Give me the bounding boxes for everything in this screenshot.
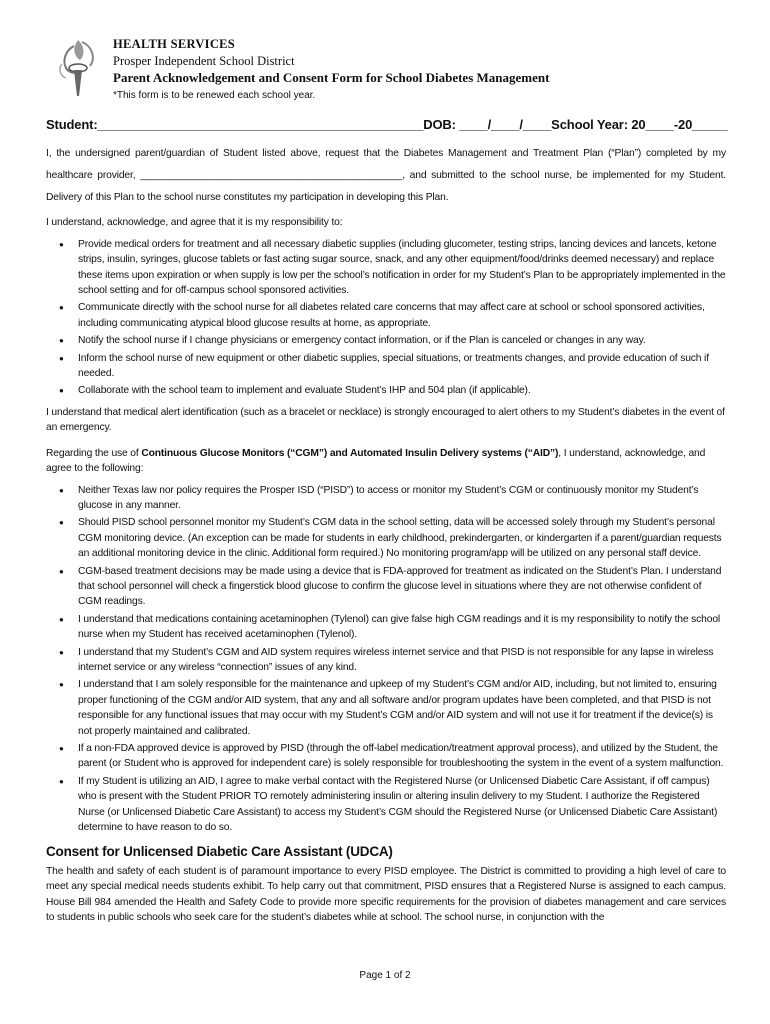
list-item: ● I understand that I am solely responsible for the maintenance and upkeep of my Student’s CGM and/or AID, including, but not limited to, ensuring proper functioning of the CGM and/or AID system, that any and all software and/or program updates have been completed, and that PISD is not responsible for any functional issues that may occur with my Student’s CGM and/or AID system and will not use it for treatment if the device(s) is not properly maintained and calibrated. [78, 677, 726, 739]
torch-logo-icon [52, 38, 108, 100]
form-header [113, 36, 733, 103]
list-item: ● Collaborate with the school team to implement and evaluate Student’s IHP and 504 plan (if applicable). [78, 383, 726, 398]
list-item: ● Notify the school nurse if I change physicians or emergency contact information, or if the Plan is canceled or changes in any way. [78, 333, 726, 348]
cgm-intro-paragraph: Regarding the use of Continuous Glucose Monitors (“CGM”) and Automated Insulin Delivery systems (“AID”), I understand, acknowledge, and agree to the following: [46, 447, 706, 475]
udca-heading: Consent for Unlicensed Diabetic Care Assistant (UDCA) [46, 844, 393, 860]
list-item: ● Inform the school nurse of new equipment or other diabetic supplies, special situations, or treatments changes, and provide education of such if needed. [78, 351, 726, 382]
org-name: HEALTH SERVICES [113, 37, 236, 51]
list-item: ● Communicate directly with the school nurse for all diabetes related care concerns that may affect care at school or school sponsored activities, including communicating atypical blood glucose results at home, as appropriate. [78, 300, 726, 331]
list-item: ● If my Student is utilizing an AID, I agree to make verbal contact with the Registered Nurse (or Unlicensed Diabetic Care Assistant, if off campus) who is present with the Student PRIOR TO remotely administering insulin or altering insulin delivery to my Student. I authorize the Registered Nurse (or Unlicensed Diabetic Care Assistant) to access my Student’s CGM should the Registered Nurse (or Unlicensed Diabetic Care Assistant) determine to have reason to do so. [78, 774, 726, 836]
student-info-row [46, 117, 726, 132]
form-body [46, 117, 726, 931]
list-item: ● Provide medical orders for treatment and all necessary diabetic supplies (including glucometer, testing strips, lancing devices and lancets, ketone strips, insulin, syringes, glucose tablets or fast acting sugar source, snack, and any other equipment/food/drinks deemed necessary) and replace these items upon expiration or when supply is low per the school’s notification in order for my Student’s Plan to be appropriately implemented in the school setting and for off-campus school sponsored activities. [78, 237, 726, 299]
responsibility-list [46, 237, 726, 399]
list-item: ● CGM-based treatment decisions may be made using a device that is FDA-approved for treatment as indicated on the Student’s Plan. I understand that school personnel will check a fingerstick blood glucose to confirm the glucose level in situations where they are not otherwise confident of CGM readings. [78, 564, 726, 610]
list-item: ● If a non-FDA approved device is approved by PISD (through the off-label medication/treatment approval process), and utilized by the Student, the parent (or Student who is approved for independent care) is solely responsible for troubleshooting the system in the event of a system malfunction. [78, 741, 726, 772]
list-item: ● I understand that medications containing acetaminophen (Tylenol) can give false high CGM readings and it is my responsibility to notify the school nurse when my Student has received acetaminophen (Tylenol). [78, 612, 726, 643]
healthcare-provider-field[interactable]: _______________________________________________ [140, 170, 403, 182]
list-item: ● Neither Texas law nor policy requires the Prosper ISD (“PISD”) to access or monitor my Student’s CGM or continuously monitor my Student’s glucose in any manner. [78, 483, 726, 514]
page-number: Page 1 of 2 [359, 970, 411, 981]
list-item: ● Should PISD school personnel monitor my Student’s CGM data in the school setting, data will be accessed solely through my Student’s personal CGM monitoring device. (An exception can be made for students in early childhood, prekindergarten, or kindergarten if a parent/guardian requests an additional monitoring device in the clinic. Additional form required.) No monitoring program/app will be utilized on any personal staff device. [78, 515, 726, 561]
intro-paragraph: I, the undersigned parent/guardian of Student listed above, request that the Diabetes Management and Treatment Plan (“Plan”) completed by my healthcare provider, _______________________________________________, and submitted to the school nurse, be implemented for my Student. Delivery of this Plan to the school nurse constitutes my participation in developing this Plan. [46, 148, 727, 204]
form-title: Parent Acknowledgement and Consent Form for School Diabetes Management [113, 70, 550, 85]
cgm-list [46, 483, 726, 836]
cgm-bold-term: Continuous Glucose Monitors (“CGM”) and Automated Insulin Delivery systems (“AID”) [141, 447, 559, 459]
list-item: ● I understand that my Student’s CGM and AID system requires wireless internet service and that PISD is not responsible for any lapse in wireless internet service or any wireless “connection” issues of any kind. [78, 645, 726, 676]
dob-field[interactable]: DOB: ____/____/____ [423, 117, 552, 132]
school-year-field[interactable]: School Year: 20____-20_____ [551, 117, 728, 132]
district-name: Prosper Independent School District [113, 54, 295, 68]
renew-note: *This form is to be renewed each school year. [113, 90, 316, 101]
responsibility-intro: I understand, acknowledge, and agree that it is my responsibility to: [46, 217, 343, 229]
medical-alert-paragraph: I understand that medical alert identification (such as a bracelet or necklace) is strongly encouraged to alert others to my Student’s diabetes in the event of an emergency. [46, 406, 725, 434]
student-label: Student: [46, 117, 98, 132]
student-name-field[interactable]: ______________________________________________ [97, 117, 424, 132]
udca-paragraph: The health and safety of each student is of paramount importance to every PISD employee. The District is committed to providing a high level of care to meet any special medical needs students exhibit. To help carry out that commitment, PISD ensures that a Registered Nurse is assigned to each campus. House Bill 984 amended the Health and Safety Code to provide more specific requirements for the provision of diabetes management and care services to students in public schools who seek care for the student’s diabetes while at school. The school nurse, in conjunction with the [46, 865, 726, 924]
